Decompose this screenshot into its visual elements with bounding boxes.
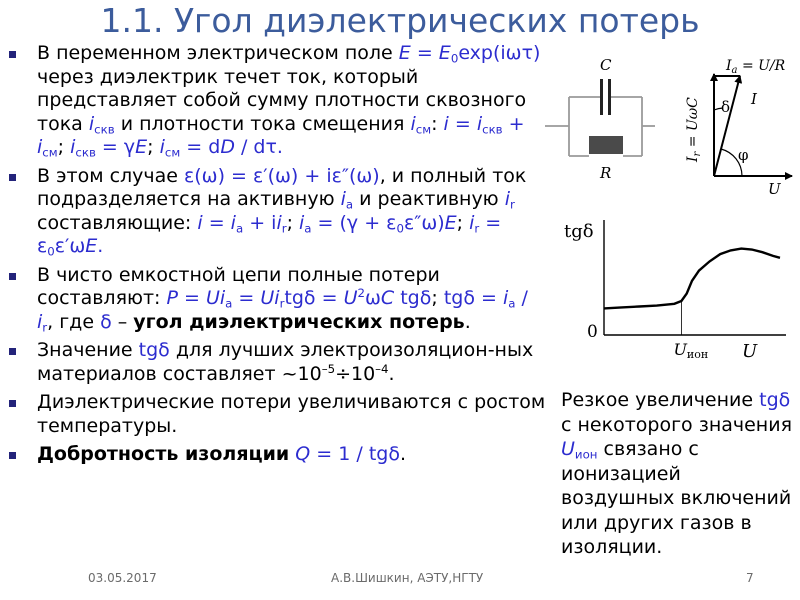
text-run: ε″ω) — [403, 211, 445, 234]
text-run: . — [399, 443, 406, 465]
text-run: а — [345, 197, 354, 212]
bullet-text — [37, 443, 406, 465]
text-run: i — [502, 287, 509, 309]
text-run: 0 — [450, 51, 459, 66]
footer-author: А.В.Шишкин, АЭТУ,НГТУ — [331, 571, 484, 585]
footer-date: 03.05.2017 — [88, 571, 157, 585]
text-run: / dτ. — [234, 136, 283, 158]
text-run: связано с ионизацией воздушных включений или других газов в изоляции. — [561, 438, 792, 558]
text-run: i — [504, 188, 511, 210]
text-run: Ui — [205, 287, 226, 309]
text-run: i — [276, 211, 282, 234]
text-run: E — [398, 42, 411, 64]
bullet-text — [37, 165, 526, 258]
text-run: а — [225, 296, 233, 311]
bullet-item — [8, 264, 548, 335]
text-run: ; — [431, 287, 444, 309]
side-note-text — [561, 389, 792, 558]
text-run: 0 — [47, 244, 55, 259]
voltage-label: U — [768, 180, 781, 197]
text-run: –4 — [375, 361, 389, 376]
rc-circuit-diagram — [545, 52, 655, 182]
text-run: r — [279, 296, 285, 311]
text-run: i — [37, 136, 43, 158]
bullet-square-icon — [9, 174, 16, 181]
text-run: ε′ω — [54, 235, 86, 257]
text-run: i — [197, 211, 203, 234]
text-run: см — [415, 122, 432, 137]
text-run: В этом случае — [37, 164, 184, 187]
text-run: i — [159, 136, 165, 158]
text-run: D — [220, 136, 235, 158]
ionization-voltage-label: Uион — [673, 340, 709, 361]
text-run: i — [230, 211, 236, 234]
text-run: , и полный ток подразделяется на активную — [37, 164, 527, 210]
tgdelta-curve — [604, 249, 780, 309]
text-run: r — [281, 221, 287, 236]
bullet-item — [8, 42, 548, 160]
bullet-square-icon — [9, 273, 16, 280]
chart-x-label: U — [742, 341, 758, 362]
text-run: = d — [180, 136, 221, 158]
text-run: Q — [295, 443, 311, 465]
chart-origin-label: 0 — [587, 322, 598, 342]
bullet-item — [8, 443, 548, 467]
bullet-square-icon — [9, 452, 16, 459]
resistor-symbol — [589, 136, 623, 154]
text-run: E — [444, 211, 457, 234]
text-run: см — [42, 145, 58, 160]
text-run: i — [469, 211, 475, 234]
text-run: ион — [574, 447, 598, 462]
text-run: скв — [94, 122, 115, 137]
text-run: tgδ — [394, 287, 432, 309]
text-run: скв — [482, 122, 503, 137]
text-run: = γ — [95, 136, 136, 158]
text-run: = — [448, 112, 477, 135]
capacitor-label: C — [600, 56, 612, 74]
bullet-item — [8, 391, 548, 438]
text-run: ε(ω) = ε′(ω) + iε″(ω) — [184, 164, 380, 187]
text-run: Значение — [37, 339, 139, 361]
text-run: составляющие: — [37, 211, 198, 234]
bullet-text — [37, 264, 528, 333]
text-run: i — [88, 112, 95, 135]
text-run: i — [70, 136, 76, 158]
text-run: tgδ — [759, 389, 791, 411]
text-run: –5 — [321, 361, 336, 376]
text-run: скв — [75, 145, 96, 160]
text-run: ; — [147, 136, 160, 158]
text-run: , где — [47, 310, 101, 333]
text-run: i — [476, 112, 483, 135]
text-run: ; — [286, 211, 300, 234]
text-run: а — [304, 221, 312, 236]
text-run: E — [135, 136, 148, 158]
text-run: ; — [456, 211, 470, 234]
text-run: = — [202, 211, 231, 234]
text-run: для лучших электроизоляцион-ных материалов составляет ~10 — [37, 339, 534, 385]
text-run: . — [464, 310, 471, 333]
text-run: Добротность изоляции — [37, 443, 290, 465]
text-run: i — [299, 211, 305, 234]
text-run: = (γ + ε — [311, 211, 397, 234]
text-run: В переменном электрическом поле — [37, 42, 399, 64]
bullet-square-icon — [9, 400, 16, 407]
reactive-current-label: $I_r = U\omega C$ — [685, 97, 703, 162]
text-run: / — [515, 287, 528, 309]
bullet-text — [37, 391, 545, 437]
text-run: угол диэлектрических потерь — [133, 310, 465, 333]
phasor-diagram — [680, 52, 800, 197]
capacitor-symbol — [602, 79, 610, 115]
bullet-text — [37, 42, 540, 158]
text-run: E — [438, 42, 451, 64]
total-current-vector — [714, 76, 740, 176]
text-run: и реактивную — [353, 188, 505, 210]
text-run: а — [508, 296, 516, 311]
side-note — [561, 388, 797, 560]
text-run: ÷10 — [335, 362, 376, 385]
text-run: = 1 / tgδ — [310, 443, 400, 465]
chart-y-label: tgδ — [564, 221, 594, 242]
text-run: с некоторого значения — [561, 413, 793, 436]
text-run: см — [164, 145, 181, 160]
text-run: i — [340, 188, 346, 210]
text-run: 2 — [357, 285, 365, 300]
text-run: а — [235, 221, 244, 236]
bullet-list — [8, 42, 548, 472]
text-run: tgδ = — [284, 287, 344, 309]
text-run: В чисто емкостной цепи полные потери составляют: — [37, 263, 440, 309]
text-run: tgδ — [138, 339, 170, 361]
text-run: : — [431, 112, 444, 135]
text-run: – — [111, 310, 134, 333]
delta-label: δ — [721, 98, 731, 116]
text-run: E — [85, 235, 98, 257]
phi-label: φ — [738, 146, 749, 164]
bullet-text — [37, 339, 533, 385]
resistor-label: R — [600, 164, 612, 182]
active-current-label: $I_a = U/R$ — [726, 58, 786, 76]
text-run: r — [42, 320, 48, 335]
bullet-square-icon — [9, 348, 16, 355]
footer-page-number: 7 — [746, 571, 754, 585]
text-run: i — [443, 112, 449, 135]
text-run: Диэлектрические потери увеличиваются с ростом температуры. — [37, 391, 546, 437]
bullet-square-icon — [9, 51, 16, 58]
slide-title: 1.1. Угол диэлектрических потерь — [100, 1, 700, 40]
text-run: tgδ = — [443, 287, 503, 309]
text-run: r — [474, 221, 480, 236]
text-run: ω — [364, 287, 381, 309]
text-run: P — [166, 287, 178, 309]
text-run: + i — [243, 211, 277, 234]
text-run: C — [380, 287, 395, 309]
text-run: = — [410, 42, 439, 64]
text-run: . — [97, 235, 104, 257]
text-run: U — [343, 287, 358, 309]
text-run: 0 — [396, 221, 404, 236]
text-run: = ε — [37, 211, 502, 257]
bullet-item — [8, 339, 548, 386]
text-run: и плотности тока смещения — [114, 112, 411, 135]
text-run: = — [232, 287, 261, 309]
text-run: i — [410, 112, 416, 135]
text-run: через диэлектрик течет ток, который представляет собой сумму плотности сквозного тока — [37, 65, 527, 135]
text-run: Ui — [260, 287, 280, 309]
text-run: U — [561, 438, 575, 460]
text-run: r — [510, 197, 515, 212]
total-current-label: I — [751, 90, 757, 108]
text-run: ; — [57, 136, 71, 158]
bullet-item — [8, 165, 548, 259]
text-run: + — [502, 112, 525, 135]
text-run: . — [388, 362, 395, 385]
text-run: Резкое увеличение — [561, 389, 760, 411]
text-run: δ — [100, 310, 112, 333]
text-run: = — [177, 287, 206, 309]
tgdelta-voltage-chart — [560, 210, 800, 365]
text-run: exp(iωτ) — [458, 42, 541, 64]
text-run: i — [37, 310, 43, 333]
